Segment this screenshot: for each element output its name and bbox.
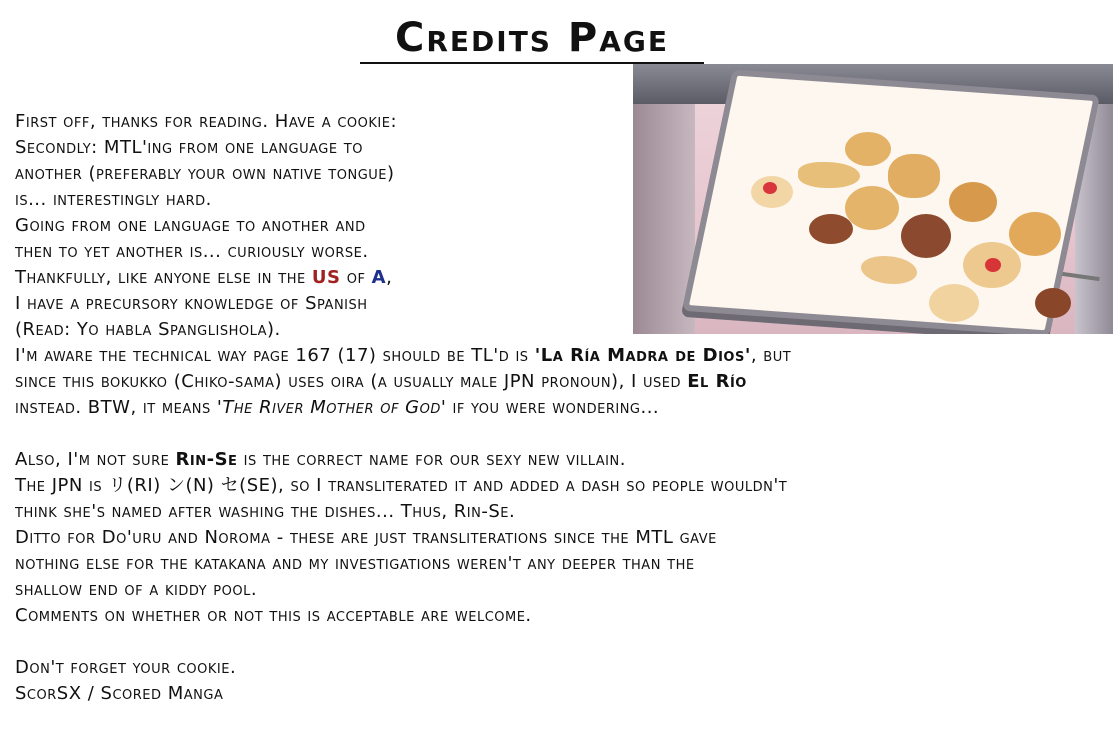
a-highlight: A [371, 267, 387, 288]
spanish-phrase: 'La Ría Madra de Dios' [534, 345, 751, 366]
text-line: First off, thanks for reading. Have a cookie: [15, 111, 398, 132]
text-line: I have a precursory knowledge of Spanish [15, 293, 368, 314]
villain-name: Rin-Se [175, 449, 238, 470]
text-line: is... interestingly hard. [15, 189, 212, 210]
text-line: (Read: Yo habla Spanglishola). [15, 319, 281, 340]
cookie [949, 182, 997, 222]
el-rio-term: El Río [687, 371, 747, 392]
text-line: shallow end of a kiddy pool. [15, 579, 258, 600]
text-line: Also, I'm not sure Rin-Se is the correct name for our sexy new villain. [15, 449, 626, 470]
cookie [809, 214, 853, 244]
cookie [985, 258, 1001, 272]
text-line: think she's named after washing the dishes... Thus, Rin-Se. [15, 501, 516, 522]
cookie [1009, 212, 1061, 256]
text-line: instead. BTW, it means 'The River Mother of God' if you were wondering... [15, 397, 660, 418]
text-line: Comments on whether or not this is acceptable are welcome. [15, 605, 532, 626]
cookie [763, 182, 777, 194]
page-title: Credits Page [360, 14, 704, 64]
text-line: Going from one language to another and [15, 215, 366, 236]
text-line: Don't forget your cookie. [15, 657, 237, 678]
text-line: I'm aware the technical way page 167 (17) should be TL'd is 'La Ría Madra de Dios', but [15, 345, 792, 366]
cookie [1035, 288, 1071, 318]
text-line: since this bokukko (Chiko-sama) uses oira (a usually male JPN pronoun), I used El Río [15, 371, 747, 392]
cookie [901, 214, 951, 258]
cookie [929, 284, 979, 322]
text-line: another (preferably your own native tongue) [15, 163, 395, 184]
text-line: nothing else for the katakana and my investigations weren't any deeper than the [15, 553, 695, 574]
cookie [845, 186, 899, 230]
cookie [798, 162, 860, 188]
text-line: then to yet another is... curiously worse. [15, 241, 369, 262]
us-highlight: US [311, 267, 341, 288]
text-line: The JPN is リ(RI) ン(N) セ(SE), so I transliterated it and added a dash so people wouldn't [15, 475, 788, 496]
cookie [845, 132, 891, 166]
signature-line: ScorSX / Scored Manga [15, 683, 224, 704]
text-line: Thankfully, like anyone else in the US of A, [15, 267, 393, 288]
text-line: Ditto for Do'uru and Noroma - these are just transliterations since the MTL gave [15, 527, 717, 548]
cookie [888, 154, 940, 198]
cookies-tray-image [633, 64, 1113, 334]
text-line: Secondly: MTL'ing from one language to [15, 137, 363, 158]
translation-meaning: 'The River Mother of God' [216, 397, 447, 418]
